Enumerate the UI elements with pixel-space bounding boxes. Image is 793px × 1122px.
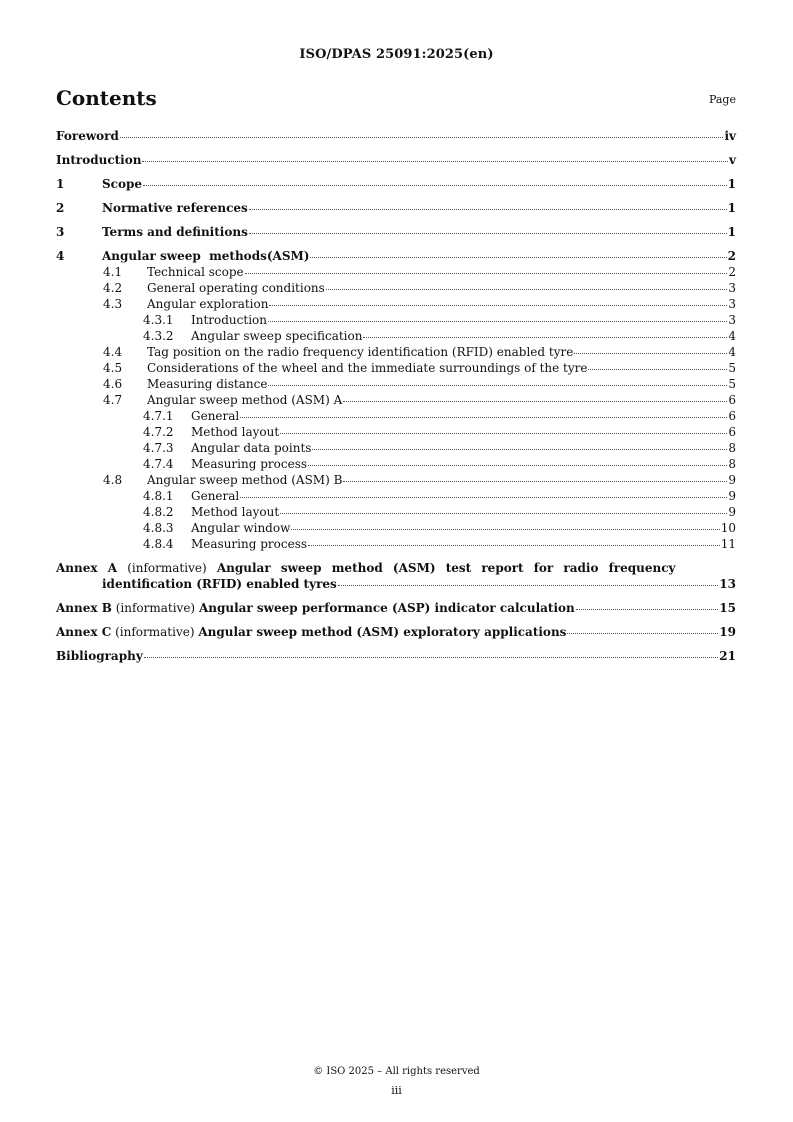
leader-dots (308, 464, 727, 466)
toc-title: General (191, 409, 240, 423)
toc-page: 15 (719, 601, 736, 615)
toc-page: 21 (719, 649, 736, 663)
leader-dots (343, 400, 727, 402)
toc-title: Normative references (102, 201, 248, 215)
toc-entry-asm-b-measuring-process[interactable] (56, 536, 736, 552)
leader-dots (144, 656, 719, 658)
toc-page: 2 (727, 249, 736, 263)
leader-dots (240, 496, 727, 498)
toc-page: v (729, 153, 736, 167)
toc-entry-wheel-considerations[interactable] (56, 360, 736, 376)
toc-title: General operating conditions (147, 281, 325, 295)
leader-dots (120, 136, 724, 138)
page-number: iii (391, 1084, 402, 1097)
annex-label: Annex A (56, 561, 118, 575)
leader-dots (308, 544, 720, 546)
toc-page: 3 (728, 297, 736, 311)
toc-entry-normative-references[interactable] (56, 200, 736, 216)
toc-entry-annex-a[interactable] (56, 560, 736, 592)
toc-title: Method layout (191, 505, 280, 519)
page-column-label: Page (708, 93, 736, 106)
toc-entry-asm-b[interactable] (56, 472, 736, 488)
toc-entry-introduction[interactable] (56, 152, 736, 168)
annex-type: (informative) (115, 625, 195, 639)
toc-entry-terms-definitions[interactable] (56, 224, 736, 240)
toc-entry-angular-sweep-specification[interactable] (56, 328, 736, 344)
annex-label: Annex B (56, 601, 112, 615)
toc-number: 4.6 (103, 377, 123, 391)
toc-entry-asm-b-angular-window[interactable] (56, 520, 736, 536)
toc-entry-annex-c[interactable] (56, 624, 736, 640)
toc-entry-tag-position[interactable] (56, 344, 736, 360)
toc-number: 4.3.2 (143, 329, 174, 343)
toc-entry-asm-a-angular-data-points[interactable] (56, 440, 736, 456)
toc-page: 10 (720, 521, 736, 535)
toc-page: 4 (728, 329, 736, 343)
toc-number: 4.7.4 (143, 457, 174, 471)
annex-type: (informative) (115, 601, 196, 615)
leader-dots (576, 608, 719, 610)
toc-number: 3 (56, 225, 65, 239)
document-header: ISO/DPAS 25091:2025(en) (299, 47, 494, 62)
toc-page: 13 (719, 577, 736, 591)
toc-entry-technical-scope[interactable] (56, 264, 736, 280)
leader-dots (268, 320, 727, 322)
leader-dots (574, 352, 727, 354)
toc-number: 4.7.2 (143, 425, 174, 439)
toc-page: 8 (728, 441, 736, 455)
toc-page: 9 (728, 489, 736, 503)
toc-number: 4.3.1 (143, 313, 174, 327)
toc-entry-measuring-distance[interactable] (56, 376, 736, 392)
toc-number: 4.8 (103, 473, 123, 487)
toc-number: 4.4 (103, 345, 123, 359)
leader-dots (280, 512, 727, 514)
leader-dots (312, 448, 727, 450)
leader-dots (245, 272, 728, 274)
toc-page: 6 (728, 409, 736, 423)
toc-number: 4.3 (103, 297, 123, 311)
leader-dots (310, 256, 726, 258)
leader-dots (269, 304, 727, 306)
toc-number: 4.8.2 (143, 505, 174, 519)
toc-title: Measuring process (191, 537, 308, 551)
toc-entry-angular-exploration[interactable] (56, 296, 736, 312)
annex-title: Angular sweep performance (ASP) indicator calculation (198, 601, 575, 615)
toc-number: 4.7.1 (143, 409, 174, 423)
toc-title: Angular sweep specification (191, 329, 363, 343)
contents-title: Contents (56, 86, 157, 110)
copyright-notice: © ISO 2025 – All rights reserved (313, 1066, 480, 1077)
toc-title: Considerations of the wheel and the immediate surroundings of the tyre (147, 361, 588, 375)
leader-dots (338, 584, 719, 586)
toc-title: Angular sweep method (ASM) B (147, 473, 343, 487)
toc-title: Angular window (191, 521, 291, 535)
toc-title: Angular exploration (147, 297, 269, 311)
toc-number: 2 (56, 201, 65, 215)
toc-page: 6 (728, 393, 736, 407)
toc-number: 4.8.3 (143, 521, 174, 535)
leader-dots (249, 232, 727, 234)
toc-page: 4 (728, 345, 736, 359)
toc-entry-asm-a-general[interactable] (56, 408, 736, 424)
toc-entry-asm-a-method-layout[interactable] (56, 424, 736, 440)
toc-title: Terms and definitions (102, 225, 248, 239)
toc-number: 4 (56, 249, 65, 263)
toc-number: 1 (56, 177, 65, 191)
toc-entry-introduction-4-3-1[interactable] (56, 312, 736, 328)
annex-a-continuation (56, 576, 736, 592)
toc-title: Measuring distance (147, 377, 268, 391)
toc-entry-annex-b[interactable] (56, 600, 736, 616)
toc-entry-foreword[interactable] (56, 128, 736, 144)
toc-title: Angular data points (191, 441, 312, 455)
leader-dots (143, 184, 727, 186)
leader-dots (588, 368, 727, 370)
toc-number: 4.8.4 (143, 537, 174, 551)
toc-page: 1 (727, 225, 736, 239)
toc-title: Technical scope (147, 265, 244, 279)
toc-page: 19 (719, 625, 736, 639)
toc-entry-asm-b-method-layout[interactable] (56, 504, 736, 520)
leader-dots (268, 384, 727, 386)
toc-page: 1 (727, 201, 736, 215)
toc-page: 3 (728, 281, 736, 295)
annex-title-line2: identification (RFID) enabled tyres (102, 577, 337, 591)
toc-title: Introduction (56, 153, 142, 167)
toc-entry-bibliography[interactable] (56, 648, 736, 664)
toc-entry-scope[interactable] (56, 176, 736, 192)
toc-title: General (191, 489, 240, 503)
toc-number: 4.8.1 (143, 489, 174, 503)
toc-page: 9 (728, 505, 736, 519)
toc-title: Measuring process (191, 457, 308, 471)
leader-dots (291, 528, 719, 530)
toc-title: Scope (102, 177, 143, 191)
toc-entry-asm-b-general[interactable] (56, 488, 736, 504)
leader-dots (240, 416, 727, 418)
toc-number: 4.2 (103, 281, 123, 295)
toc-title: Angular sweep method (ASM) A (147, 393, 343, 407)
toc-entry-angular-sweep-methods[interactable] (56, 248, 736, 264)
toc-number: 4.5 (103, 361, 123, 375)
toc-page: iv (724, 129, 736, 143)
toc-title: Foreword (56, 129, 119, 143)
toc-page: 6 (728, 425, 736, 439)
toc-page: 11 (720, 537, 736, 551)
leader-dots (142, 160, 728, 162)
toc-entry-asm-a-measuring-process[interactable] (56, 456, 736, 472)
table-of-contents (56, 128, 736, 664)
toc-page: 5 (728, 377, 736, 391)
toc-page: 1 (727, 177, 736, 191)
leader-dots (567, 632, 718, 634)
toc-title: Tag position on the radio frequency identification (RFID) enabled tyre (147, 345, 574, 359)
leader-dots (363, 336, 727, 338)
leader-dots (326, 288, 728, 290)
toc-number: 4.7.3 (143, 441, 174, 455)
annex-label: Annex C (56, 625, 112, 639)
leader-dots (343, 480, 727, 482)
toc-entry-general-operating-conditions[interactable] (56, 280, 736, 296)
toc-title: Method layout (191, 425, 280, 439)
toc-number: 4.7 (103, 393, 123, 407)
leader-dots (280, 432, 727, 434)
annex-title-line1: Angular sweep method (ASM) test report for radio frequency (216, 561, 676, 575)
toc-title: Angular sweep methods(ASM) (102, 249, 310, 263)
toc-page: 5 (728, 361, 736, 375)
toc-number: 4.1 (103, 265, 123, 279)
toc-title: Introduction (191, 313, 267, 327)
toc-page: 3 (728, 313, 736, 327)
annex-title: Angular sweep method (ASM) exploratory applications (198, 625, 567, 639)
toc-page: 9 (728, 473, 736, 487)
annex-type: (informative) (127, 561, 207, 575)
toc-title: Bibliography (56, 649, 143, 663)
toc-page: 2 (728, 265, 736, 279)
leader-dots (249, 208, 727, 210)
toc-entry-asm-a[interactable] (56, 392, 736, 408)
toc-page: 8 (728, 457, 736, 471)
annex-a-heading (56, 560, 736, 576)
